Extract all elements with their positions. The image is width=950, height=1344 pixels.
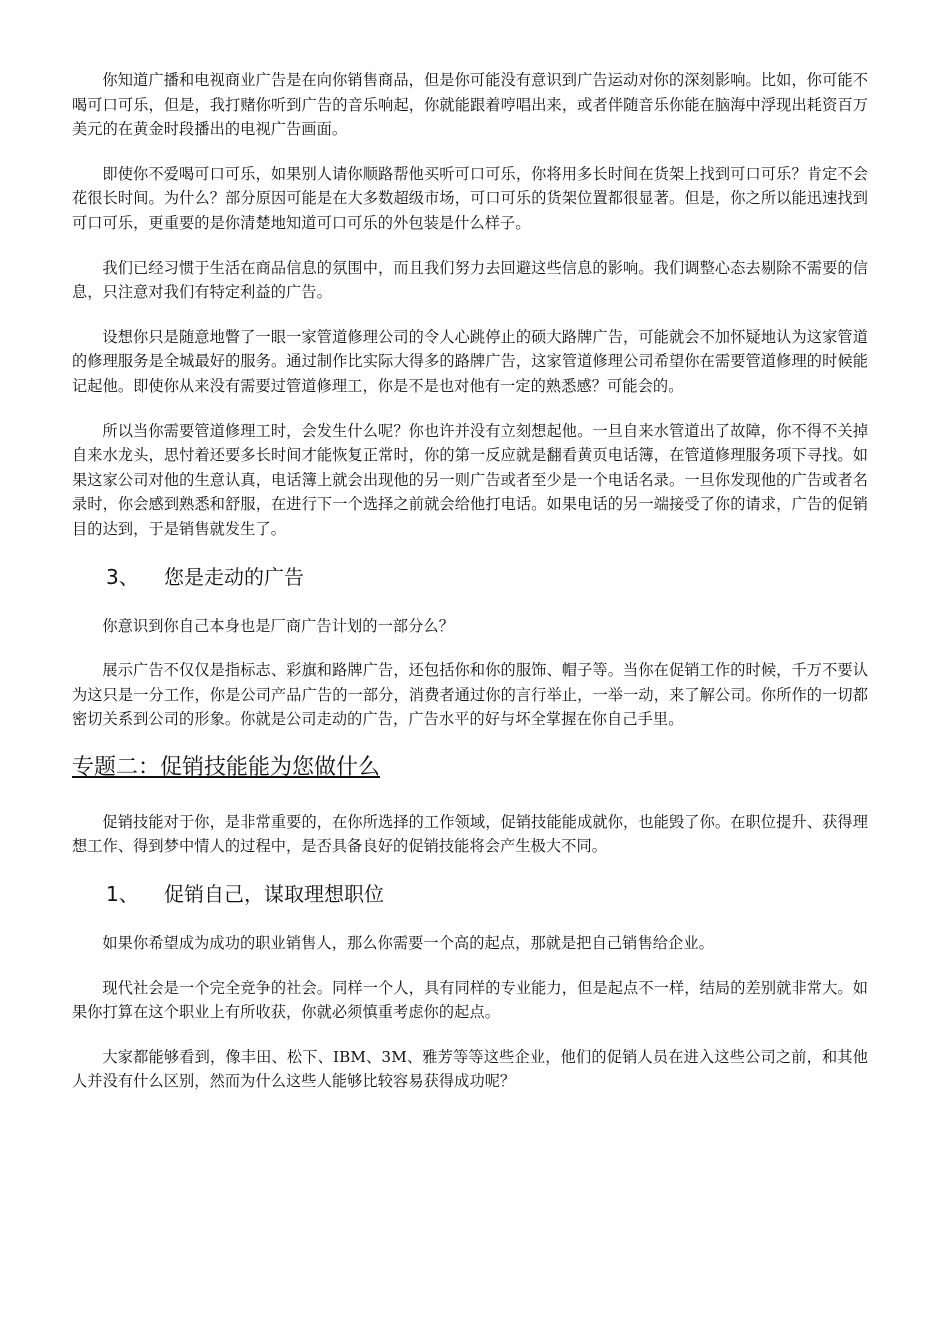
paragraph-high-starting-point: 如果你希望成为成功的职业销售人，那么你需要一个高的起点，那就是把自己销售给企业。: [102, 934, 714, 953]
paragraph-company-examples: 大家都能够看到，像丰田、松下、IBM、3M、雅芳等等这些企业，他们的促销人员在进入这些公司之前，和其他人并没有什么区别，然而为什么这些人能够比较容易获得成功呢？: [72, 1047, 868, 1091]
paragraph-yellow-pages: 所以当你需要管道修理工时，会发生什么呢？你也许并没有立刻想起他。一旦自来水管道出了故障，你不得不关掉自来水龙头，思忖着还要多长时间才能恢复正常时，你的第一反应就是翻看黄页电话簿，在管道修理服务项下寻找。如果这家公司对他的生意认真，电话簿上就会出现他的另一则广告或者至少是一个电话名录。一旦你发现他的广告或者名录时，你会感到熟悉和舒服，在进行下一个选择之前就会给他打电话。如果电话的另一端接受了你的请求，广告的促销目的达到，于是销售就发生了。: [72, 421, 868, 538]
document-page: [72, 68, 868, 1114]
section-title: 您是走动的广告: [164, 564, 304, 589]
paragraph-competitive-society: 现代社会是一个完全竞争的社会。同样一个人，具有同样的专业能力，但是起点不一样，结局的差别就非常大。如果你打算在这个职业上有所收获，你就必须慎重考虑你的起点。: [72, 978, 868, 1022]
paragraph-information-atmosphere: 我们已经习惯于生活在商品信息的氛围中，而且我们努力去回避这些信息的影响。我们调整心态去剔除不需要的信息，只注意对我们有特定利益的广告。: [72, 258, 868, 302]
paragraph-self-as-ad: 你意识到你自己本身也是厂商广告计划的一部分么？: [102, 616, 455, 635]
paragraph-display-ads: 展示广告不仅仅是指标志、彩旗和路牌广告，还包括你和你的服饰、帽子等。当你在促销工作的时候，千万不要认为这只是一分工作，你是公司产品广告的一部分，消费者通过你的言行举止，一举一动，来了解公司。你所作的一切都密切关系到公司的形象。你就是公司走动的广告，广告水平的好与坏全掌握在你自己手里。: [72, 661, 868, 729]
section-heading-promote-yourself: [106, 879, 868, 909]
section-heading-walking-ad: [106, 562, 868, 592]
section-number: 3、: [106, 564, 139, 589]
topic-heading: 专题二：促销技能能为您做什么: [72, 754, 381, 780]
paragraph-coca-cola-shelf: 即使你不爱喝可口可乐，如果别人请你顺路帮他买听可口可乐，你将用多长时间在货架上找到可口可乐？肯定不会花很长时间。为什么？部分原因可能是在大多数超级市场，可口可乐的货架位置都很显著。但是，你之所以能迅速找到可口可乐，更重要的是你清楚地知道可口可乐的外包装是什么样子。: [72, 164, 868, 232]
section-number: 1、: [106, 882, 139, 907]
paragraph-promotion-skills: 促销技能对于你，是非常重要的，在你所选择的工作领域，促销技能能成就你，也能毁了你。在职位提升、获得理想工作、得到梦中情人的过程中，是否具备良好的促销技能将会产生极大不同。: [72, 812, 868, 856]
paragraph-ad-influence: 你知道广播和电视商业广告是在向你销售商品，但是你可能没有意识到广告运动对你的深刻影响。比如，你可能不喝可口可乐，但是，我打赌你听到广告的音乐响起，你就能跟着哼唱出来，或者伴随音乐你能在脑海中浮现出耗资百万美元的在黄金时段播出的电视广告画面。: [72, 71, 868, 139]
section-title: 促销自己，谋取理想职位: [164, 882, 384, 907]
paragraph-plumbing-billboard: 设想你只是随意地瞥了一眼一家管道修理公司的令人心跳停止的硕大路牌广告，可能就会不加怀疑地认为这家管道的修理服务是全城最好的服务。通过制作比实际大得多的路牌广告，这家管道修理公司希望你在需要管道修理的时候能记起他。即使你从来没有需要过管道修理工，你是不是也对他有一定的熟悉感？可能会的。: [72, 327, 868, 395]
